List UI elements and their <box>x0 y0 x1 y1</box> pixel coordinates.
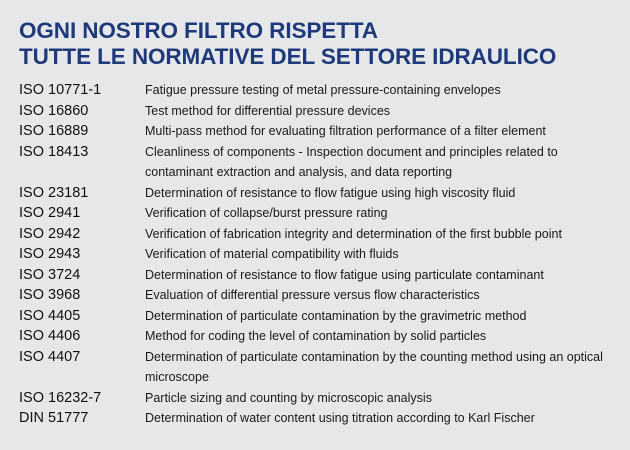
standard-code: ISO 10771-1 <box>19 82 102 98</box>
standard-description: Determination of resistance to flow fatigue using high viscosity fluid <box>145 185 516 200</box>
standard-code: ISO 2943 <box>19 246 81 262</box>
standard-row <box>19 224 610 245</box>
standard-code: ISO 4406 <box>19 328 81 344</box>
standard-description: Evaluation of differential pressure versus flow characteristics <box>145 288 480 302</box>
standard-row <box>19 265 610 286</box>
standard-row <box>19 203 610 224</box>
standard-row <box>19 183 610 204</box>
title-line-2: TUTTE LE NORMATIVE DEL SETTORE IDRAULICO <box>19 44 557 69</box>
standard-code: ISO 3968 <box>19 287 81 303</box>
standard-description: Verification of fabrication integrity and determination of the first bubble point <box>145 226 562 241</box>
title-line-1: OGNI NOSTRO FILTRO RISPETTA <box>19 18 378 43</box>
standard-description: Determination of resistance to flow fatigue using particulate contaminant <box>145 267 544 282</box>
standard-code: ISO 2942 <box>19 225 81 242</box>
standard-code: ISO 4407 <box>19 348 81 365</box>
standard-description: Particle sizing and counting by microscopic analysis <box>145 390 432 405</box>
standard-code: ISO 18413 <box>19 143 89 160</box>
standard-code: ISO 16889 <box>19 123 89 139</box>
standard-row <box>19 244 610 265</box>
standard-code: ISO 16232-7 <box>19 389 102 406</box>
standard-description: Verification of material compatibility with fluids <box>145 247 399 261</box>
standard-row <box>19 121 610 142</box>
standard-description: Fatigue pressure testing of metal pressure-containing envelopes <box>145 83 501 97</box>
page-title <box>19 18 610 70</box>
standard-row <box>19 306 610 327</box>
standard-description: Test method for differential pressure devices <box>145 103 391 118</box>
standard-row <box>19 408 610 429</box>
standard-description: Cleanliness of components - Inspection document and principles related to contaminant extraction and analysis, and data reporting <box>145 144 558 179</box>
standard-description: Multi-pass method for evaluating filtration performance of a filter element <box>145 124 546 138</box>
standard-row <box>19 347 610 388</box>
standard-description: Determination of particulate contamination by the counting method using an optical microscope <box>145 349 603 384</box>
standard-code: ISO 2941 <box>19 205 81 221</box>
standard-row <box>19 285 610 306</box>
standard-code: ISO 23181 <box>19 184 89 201</box>
standard-row <box>19 101 610 122</box>
standard-row <box>19 326 610 347</box>
standard-code: ISO 4405 <box>19 307 81 324</box>
standard-row <box>19 142 610 183</box>
standards-list <box>19 80 610 429</box>
standard-row <box>19 80 610 101</box>
standard-description: Determination of water content using titration according to Karl Fischer <box>145 411 535 425</box>
standard-description: Method for coding the level of contamination by solid particles <box>145 329 487 343</box>
standard-code: ISO 16860 <box>19 102 89 119</box>
standard-row <box>19 388 610 409</box>
standard-description: Determination of particulate contamination by the gravimetric method <box>145 308 527 323</box>
standard-description: Verification of collapse/burst pressure rating <box>145 206 388 220</box>
standard-code: DIN 51777 <box>19 410 89 426</box>
standard-code: ISO 3724 <box>19 266 81 283</box>
